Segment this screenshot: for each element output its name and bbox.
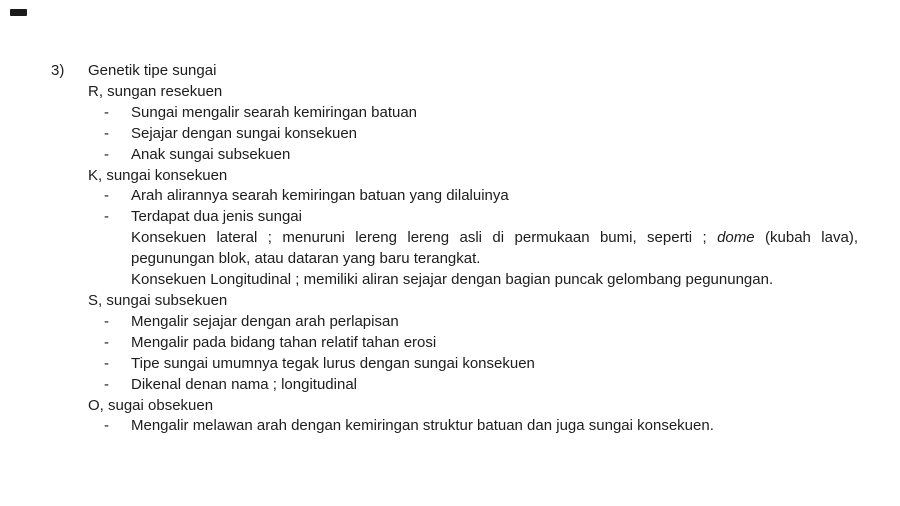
bullet-dash: - bbox=[104, 145, 109, 163]
title-row bbox=[51, 61, 900, 82]
bullet-dash: - bbox=[104, 187, 109, 205]
bullet-dash: - bbox=[104, 354, 109, 372]
bullet-dash: - bbox=[104, 333, 109, 351]
paragraph-lateral-line2: pegunungan blok, atau dataran yang baru terangkat. bbox=[131, 250, 481, 268]
bullet-dash: - bbox=[104, 417, 109, 435]
bullet-row bbox=[104, 103, 900, 124]
bullet-row bbox=[104, 145, 900, 166]
paragraph-text: Konsekuen lateral ; menuruni lereng lereng asli di permukaan bumi, seperti ; bbox=[131, 229, 718, 247]
bullet-row bbox=[104, 124, 900, 145]
bullet-row bbox=[104, 333, 900, 354]
list-number: 3) bbox=[51, 62, 65, 79]
bullet-row bbox=[104, 312, 900, 333]
bullet-text: Anak sungai subsekuen bbox=[131, 145, 291, 163]
paragraph-text: (kubah lava), bbox=[754, 229, 858, 247]
bullet-text: Mengalir pada bidang tahan relatif tahan erosi bbox=[131, 333, 437, 351]
bullet-text: Sejajar dengan sungai konsekuen bbox=[131, 124, 358, 142]
section-heading-o: O, sugai obsekuen bbox=[88, 396, 214, 414]
bullet-row bbox=[104, 207, 900, 228]
corner-mark bbox=[10, 9, 27, 16]
section-heading-r: R, sungan resekuen bbox=[88, 82, 223, 100]
bullet-row bbox=[104, 354, 900, 375]
slide-content bbox=[0, 61, 900, 437]
bullet-text: Tipe sungai umumnya tegak lurus dengan sungai konsekuen bbox=[131, 354, 535, 372]
bullet-text: Mengalir sejajar dengan arah perlapisan bbox=[131, 312, 399, 330]
bullet-dash: - bbox=[104, 103, 109, 121]
bullet-row bbox=[104, 375, 900, 396]
bullet-text: Sungai mengalir searah kemiringan batuan bbox=[131, 103, 418, 121]
bullet-dash: - bbox=[104, 375, 109, 393]
bullet-row bbox=[104, 416, 900, 437]
bullet-dash: - bbox=[104, 124, 109, 142]
paragraph-lateral-line1 bbox=[131, 228, 858, 249]
bullet-text: Mengalir melawan arah dengan kemiringan struktur batuan dan juga sungai konsekuen. bbox=[131, 417, 714, 435]
bullet-dash: - bbox=[104, 208, 109, 226]
italic-term: dome bbox=[717, 229, 755, 247]
bullet-text: Arah alirannya searah kemiringan batuan yang dilaluinya bbox=[131, 187, 509, 205]
bullet-row bbox=[104, 186, 900, 207]
bullet-text: Terdapat dua jenis sungai bbox=[131, 208, 302, 226]
bullet-text: Dikenal denan nama ; longitudinal bbox=[131, 375, 357, 393]
section-heading-s: S, sungai subsekuen bbox=[88, 291, 228, 309]
paragraph-longitudinal: Konsekuen Longitudinal ; memiliki aliran sejajar dengan bagian puncak gelombang pegunungan. bbox=[131, 271, 774, 289]
page-title: Genetik tipe sungai bbox=[88, 62, 217, 79]
section-heading-k: K, sungai konsekuen bbox=[88, 166, 228, 184]
bullet-dash: - bbox=[104, 312, 109, 330]
